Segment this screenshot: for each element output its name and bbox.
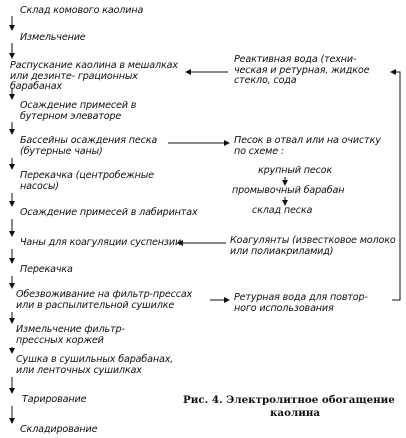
step-pumping: Перекачка: [20, 264, 73, 275]
note-reactive-water: Реактивная вода (техни- ческая и ретурная, жидкое стекло, сода: [234, 54, 370, 87]
step-labyrinths: Осаждение примесей в лабиринтах: [20, 207, 198, 218]
note-coagulants: Коагулянты (известковое молоко или полиакриламид): [230, 235, 396, 257]
step-drying: Сушка в сушильных барабанах, или ленточных сушилках: [16, 354, 174, 376]
note-sand-disposal: Песок в отвал или на очистку по схеме :: [234, 135, 381, 157]
arrow-return-loop: [391, 72, 400, 300]
note-sand-storage: склад песка: [252, 205, 313, 216]
step-crushing: Измельчение: [20, 32, 86, 43]
step-kaolin-storage: Склад комового каолина: [20, 5, 144, 16]
note-return-water: Ретурная вода для повтор- ного использования: [234, 292, 368, 314]
figure-caption-line2: каолина: [270, 407, 321, 419]
step-cake-grinding: Измельчение фильтр-прессных коржей: [16, 324, 125, 346]
step-dissolving: Распускание каолина в мешалках или дезинте- грационных барабанах: [10, 60, 178, 93]
note-washing-drum: промывочный барабан: [232, 185, 345, 196]
step-coagulation-tanks: Чаны для коагуляции суспензии: [20, 237, 182, 248]
step-packaging: Тарирование: [22, 394, 87, 405]
step-warehousing: Складирование: [20, 424, 98, 435]
step-dewatering: Обезвоживание на фильтр-прессах или в распылительной сушилке: [16, 289, 193, 311]
step-pumping-centrifugal: Перекачка (центробежные насосы): [20, 170, 154, 192]
step-sand-basins: Бассейны осаждения песка (бутерные чаны): [20, 135, 158, 157]
figure-caption: Рис. 4. Электролитное обогащение: [183, 394, 395, 406]
note-coarse-sand: крупный песок: [258, 165, 333, 176]
step-bucket-elevator: Осаждение примесей в бутерном элеваторе: [20, 100, 137, 122]
